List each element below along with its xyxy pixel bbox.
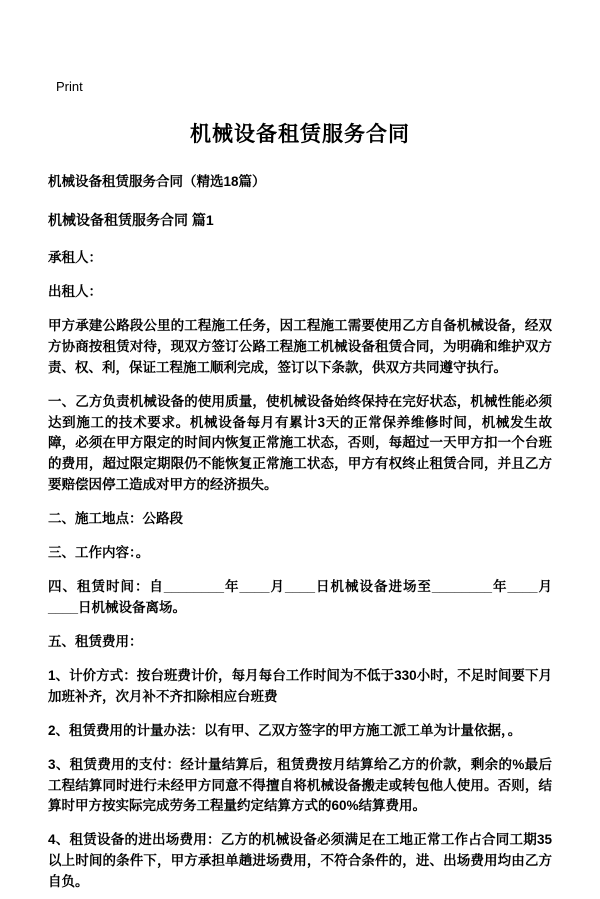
paragraph-clause-5-4: 4、租赁设备的进出场费用：乙方的机械设备必须满足在工地正常工作占合同工期35以上时间的条件下，甲方承担单趟进场费用，不符合条件的，进、出场费用均由乙方自负。 <box>48 832 552 890</box>
paragraph-intro: 甲方承建公路段公里的工程施工任务，因工程施工需要使用乙方自备机械设备，经双方协商按租赁对待，现双方签订公路工程施工机械设备租赁合同，为明确和维护双方责、权、利，保证工程施工顺利完成，签订以下条款，供双方共同遵守执行。 <box>48 317 552 375</box>
paragraph-lessor: 出租人： <box>48 283 102 299</box>
section-heading: 机械设备租赁服务合同 篇1 <box>48 212 214 228</box>
paragraph-clause-5: 五、租赁费用： <box>48 633 143 649</box>
paragraph-clause-1: 一、乙方负责机械设备的使用质量，使机械设备始终保持在完好状态，机械性能必须达到施工的技术要求。机械设备每月有累计3天的正常保养维修时间，机械发生故障，必须在甲方限定的时间内恢复正常施工状态，否则，每超过一天甲方扣一个台班的费用，超过限定期限仍不能恢复正常施工状态，甲方有权终止租赁合同，并且乙方要赔偿因停工造成对甲方的经济损失。 <box>48 393 552 493</box>
paragraph-clause-5-3: 3、租赁费用的支付：经计量结算后，租赁费按月结算给乙方的价款，剩余的%最后工程结算同时进行未经甲方同意不得擅自将机械设备搬走或转包他人使用。否则，结算时甲方按实际完成劳务工程量约定结算方式的60%结算费用。 <box>48 756 552 814</box>
paragraph-lessee: 承租人： <box>48 250 102 265</box>
document-title: 机械设备租赁服务合同 <box>190 123 410 146</box>
paragraph-clause-3: 三、工作内容：。 <box>48 545 150 561</box>
print-link[interactable]: Print <box>56 79 83 94</box>
paragraph-clause-5-2: 2、租赁费用的计量办法：以有甲、乙双方签字的甲方施工派工单为计量依据，。 <box>48 722 522 738</box>
document-subtitle: 机械设备租赁服务合同（精选18篇） <box>48 174 266 189</box>
paragraph-clause-4: 四、租赁时间：自________年____月____日机械设备进场至________年____月____日机械设备离场。 <box>48 579 552 615</box>
paragraph-clause-5-1: 1、计价方式：按台班费计价，每月每台工作时间为不低于330小时，不足时间要下月加班补齐，次月补不齐扣除相应台班费 <box>48 667 552 704</box>
paragraph-clause-2: 二、施工地点：公路段 <box>48 511 183 527</box>
